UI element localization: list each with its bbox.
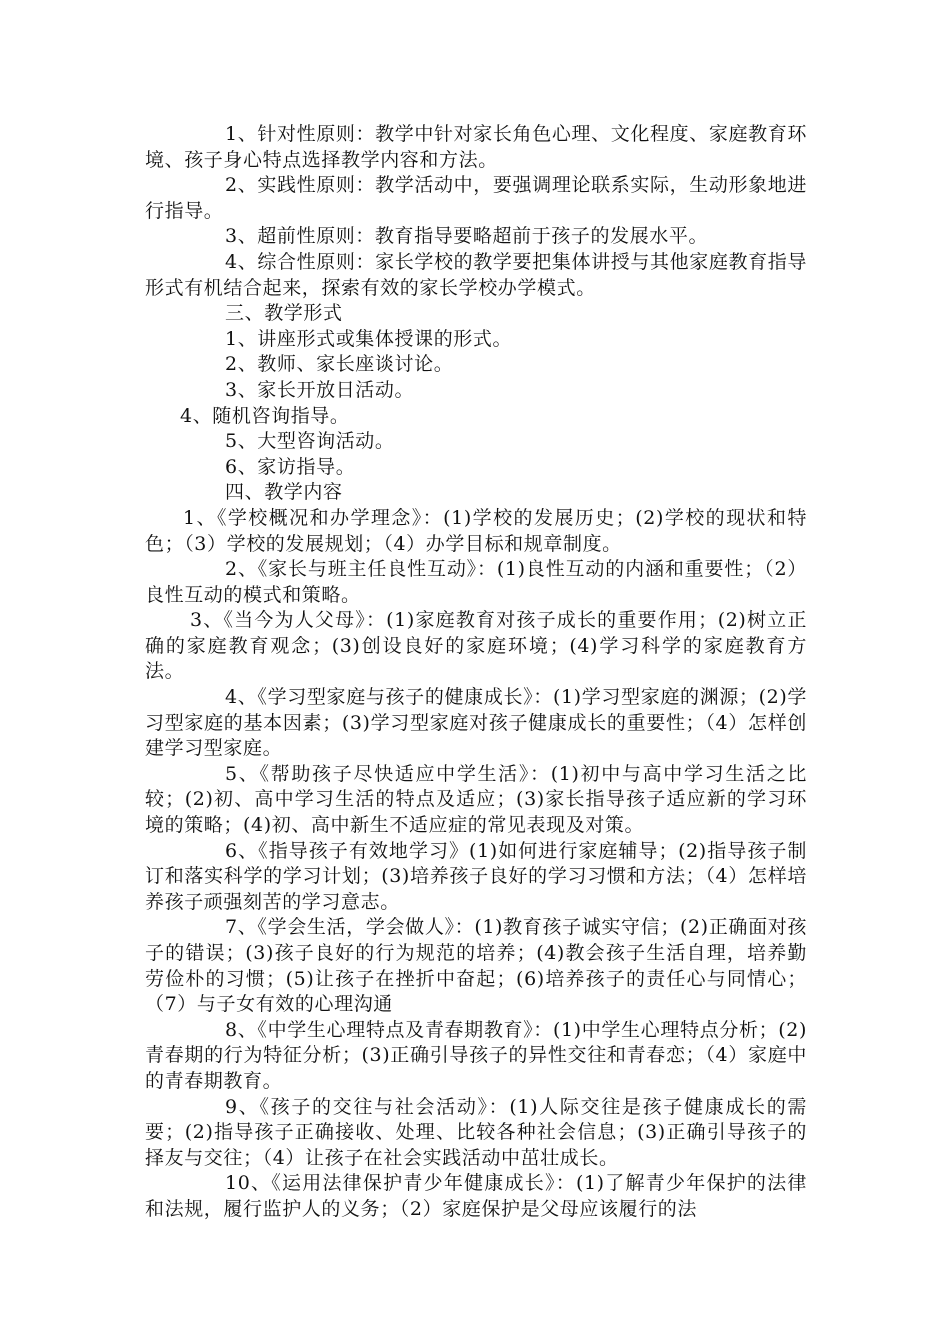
principle-paragraph-4: 4、综合性原则：家长学校的教学要把集体讲授与其他家庭教育指导形式有机结合起来，探索有效的家长学校办学模式。: [145, 250, 807, 299]
content-item-7: 7、《学会生活，学会做人》：(1)教育孩子诚实守信；(2)正确面对孩子的错误；(3)孩子良好的行为规范的培养；(4)教会孩子生活自理，培养勤劳俭朴的习惯；(5)让孩子在挫折中奋起；(6)培养孩子的责任心与同情心；（7）与子女有效的心理沟通: [145, 916, 807, 1016]
section-heading-teaching-forms: 三、教学形式: [225, 302, 343, 325]
teaching-form-item-2: 2、教师、家长座谈讨论。: [225, 353, 454, 376]
teaching-form-item-5: 5、大型咨询活动。: [225, 430, 395, 453]
principle-paragraph-2: 2、实践性原则：教学活动中，要强调理论联系实际，生动形象地进行指导。: [145, 174, 807, 222]
content-item-3: 3、《当今为人父母》：(1)家庭教育对孩子成长的重要作用；(2)树立正确的家庭教育观念；(3)创设良好的家庭环境；(4)学习科学的家庭教育方法。: [145, 609, 807, 683]
content-item-9: 9、《孩子的交往与社会活动》：(1)人际交往是孩子健康成长的需要；(2)指导孩子正确接收、处理、比较各种社会信息；(3)正确引导孩子的择友与交往；（4）让孩子在社会实践活动中茁壮成长。: [145, 1095, 807, 1169]
teaching-form-item-1: 1、讲座形式或集体授课的形式。: [225, 327, 513, 350]
teaching-form-item-4: 4、随机咨询指导。: [180, 404, 350, 427]
principle-paragraph-1: 1、针对性原则：教学中针对家长角色心理、文化程度、家庭教育环境、孩子身心特点选择教学内容和方法。: [145, 123, 807, 171]
content-item-2: 2、《家长与班主任良性互动》：(1)良性互动的内涵和重要性；（2）良性互动的模式和策略。: [145, 558, 807, 606]
content-item-10: 10、《运用法律保护青少年健康成长》：(1)了解青少年保护的法律和法规，履行监护人的义务；（2）家庭保护是父母应该履行的法: [145, 1172, 807, 1220]
section-heading-teaching-content: 四、教学内容: [225, 481, 343, 504]
principle-paragraph-3: 3、超前性原则：教育指导要略超前于孩子的发展水平。: [225, 225, 709, 248]
content-item-8: 8、《中学生心理特点及青春期教育》：(1)中学生心理特点分析；(2)青春期的行为特征分析；(3)正确引导孩子的异性交往和青春恋；（4）家庭中的青春期教育。: [145, 1018, 807, 1092]
document-page: [145, 122, 807, 1223]
content-item-4: 4、《学习型家庭与孩子的健康成长》：(1)学习型家庭的渊源；(2)学习型家庭的基本因素；(3)学习型家庭对孩子健康成长的重要性；（4）怎样创建学习型家庭。: [145, 686, 807, 760]
teaching-form-item-3: 3、家长开放日活动。: [225, 378, 415, 401]
content-item-5: 5、《帮助孩子尽快适应中学生活》：(1)初中与高中学习生活之比较；(2)初、高中学习生活的特点及适应；(3)家长指导孩子适应新的学习环境的策略；(4)初、高中新生不适应症的常见表现及对策。: [145, 762, 807, 837]
teaching-form-item-6: 6、家访指导。: [225, 455, 356, 478]
content-item-1: 1、《学校概况和办学理念》：(1)学校的发展历史；(2)学校的现状和特色；（3）学校的发展规划；（4）办学目标和规章制度。: [145, 506, 807, 555]
content-item-6: 6、《指导孩子有效地学习》(1)如何进行家庭辅导；(2)指导孩子制订和落实科学的学习计划；(3)培养孩子良好的学习习惯和方法；（4）怎样培养孩子顽强刻苦的学习意志。: [145, 839, 807, 913]
